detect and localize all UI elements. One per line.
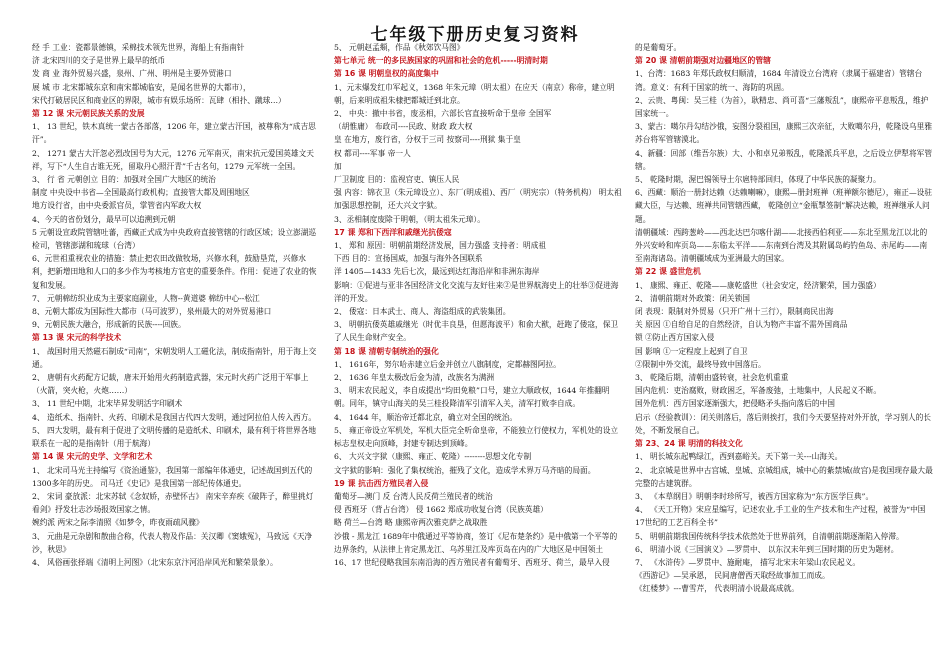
text-line: 厂卫制度 目的：监视官吏、镇压人民 xyxy=(334,175,460,185)
text-line: 济 北宋四川的交子是世界上最早的纸币 xyxy=(32,56,166,66)
text-line: 2、 宋词 豪放派：北宋苏轼《念奴娇，赤壁怀古》 南宋辛弃疾《破阵子，醉里挑灯看剑》抒发壮志沙场报效国家之情。 xyxy=(32,491,314,515)
text-line: 9、元朝民族大融合，形成新的民族----回族。 xyxy=(32,320,186,330)
lesson-18-heading: 第 18 课 清朝专制统治的强化 xyxy=(334,346,439,356)
text-line: 2、 北京城是世界中古宫城、皇城、京城组成，城中心的紫禁城(故宫)是我国现存最大最完整的古建筑群。 xyxy=(635,465,933,488)
text-line: 2、 1636 年皇太极改后金为清，改族名为满洲 xyxy=(334,373,495,383)
text-line: 4、今天的省份划分，最早可以追溯到元朝 xyxy=(32,214,176,224)
text-line: 侵 西班牙（背占台湾） 侵 1662 郑成功收复台湾（民族英雄） xyxy=(334,505,548,515)
text-line: 3、丞相制度废除于明朝，（明太祖朱元璋）。 xyxy=(334,214,485,224)
text-line: 洋 1405—1433 先后七次，最远到达红海沿岸和非洲东海岸 xyxy=(334,267,540,277)
text-line: 6、 大兴文字狱（康熙、雍正、乾隆）--------思想文化专制 xyxy=(334,452,532,462)
lesson-17-body xyxy=(334,239,622,345)
lesson-22-heading: 第 22 课 盛世危机 xyxy=(635,267,701,277)
text-line: 锁 ②防止西方国家入侵 xyxy=(635,333,715,343)
text-line: 1、 郑和 原因：明朝前期经济发展，国力强盛 支持者：明成祖 xyxy=(334,241,547,251)
text-line: 皇 在地方，废行省，分权于三司 按察司----刑狱 集于皇 xyxy=(334,135,521,145)
text-line: 地方设行省，由中央委派官员，掌管省内军政大权 xyxy=(32,201,202,211)
lesson-13-heading: 第 13 课 宋元的科学技术 xyxy=(32,333,122,343)
text-line: 4、新疆：回部（维吾尔族）大、小和卓兄弟叛乱，乾隆派兵平息，之后设立伊犁将军管辖。 xyxy=(635,148,933,171)
lesson-19-body xyxy=(334,490,622,569)
text-line: 婉约派 两宋之际李清照《如梦令，昨夜雨疏风骤》 xyxy=(32,518,204,528)
text-line: 下西 目的：宣扬国威，加强与海外各国联系 xyxy=(334,254,483,264)
column-middle xyxy=(334,41,622,665)
text-line: 4、 造纸术、指南针、火药、印刷术是我国古代四大发明，通过阿拉伯人传入西方。 xyxy=(32,412,317,422)
lesson-20-heading: 第 20 课 清朝前期强对边疆地区的管辖 xyxy=(635,56,771,66)
text-line: 闭 表现：限制对外贸易（只开广州十三行），限制商民出海 xyxy=(635,307,834,317)
text-line: 5 元朝设宣政院管辖吐蕃，西藏正式成为中央政府直接管辖的行政区域；设立澎湖巡检司，管辖澎湖和琉球（台湾） xyxy=(32,227,317,251)
text-line: 4、 风俗画张择端《清明上河图》（北宋东京汴河沿岸风光和繁荣景象）。 xyxy=(32,557,278,567)
text-line: 2、 唐朝有火药配方记载，唐末开始用火药制造武器，宋元时火药广泛用于军事上（火箭，突火枪，火炮……） xyxy=(32,373,309,396)
text-line: 国内危机：吏治腐败，财政困乏，军备废弛，土地集中，人民起义不断。 xyxy=(635,386,882,396)
lesson-12-heading: 第 12 课 宋元朝民族关系的发展 xyxy=(32,109,145,119)
text-line: 5、 元朝赵孟頫，作品《秋郊饮马图》 xyxy=(334,43,465,52)
text-line: （胡惟庸） 布政司----民政、财政 政大权 xyxy=(334,122,473,132)
text-line: 3、 11 世纪中期，北宋毕昇发明活字印刷术 xyxy=(32,399,183,409)
text-line: 强 内容：锦衣卫（朱元璋设立）、东厂(明成祖)、西厂（明宪宗）（特务机构） 明太祖加强思想控制，还大兴文字狱。 xyxy=(334,188,622,211)
text-line: 权 都司----军事 帝一人 xyxy=(334,148,411,158)
text-line: 的是葡萄牙。 xyxy=(635,43,682,52)
lesson-23-24-heading: 第 23、24 课 明清的科技文化 xyxy=(635,439,743,449)
lesson-23-24-body xyxy=(635,450,933,595)
text-line: 3、 乾隆后期，清朝由盛转衰，社会危机重重 xyxy=(635,373,789,383)
text-line: 展 城 市 北宋都城东京和南宋都城临安，是闻名世界的大都市）， xyxy=(32,82,251,92)
text-line: 1、 战国时用天然磁石制成“司南”，宋朝发明人工磁化法，制成指南针，用于海上交通。 xyxy=(32,346,317,369)
text-line: 5、 乾隆时期，渥巴锡领导土尔扈特部回归，体现了中华民族的凝聚力。 xyxy=(635,175,881,185)
text-line: 启示（经验教训）：闭关则落后，落后则挨打，我们今天要坚持对外开放，学习别人的长处，不断发展自己。 xyxy=(635,412,931,435)
text-line: 1、台湾：1683 年郑氏政权归顺清，1684 年清设立台湾府（隶属于福建省）管辖台湾。意义：有利于国家的统一、海防的巩固。 xyxy=(635,69,923,92)
lesson-16-body-c xyxy=(334,213,622,226)
text-line: 影响：①促进与亚非各国经济文化交流与友好往来②是世界航海史上的壮举③促进海洋的开发。 xyxy=(334,280,619,303)
text-line: 4、 1644 年，顺治帝迁都北京，确立对全国的统治。 xyxy=(334,412,518,422)
text-line: 葡萄牙—澳门 反 台湾人民反荷兰殖民者的统治 xyxy=(334,491,493,501)
text-line: 制度 中央设中书省—全国最高行政机构；直接管大都及周围地区 xyxy=(32,188,250,198)
lesson-14-heading: 第 14 课 宋元的史学、文学和艺术 xyxy=(32,452,153,462)
economy-block xyxy=(32,41,317,107)
lesson-20-body xyxy=(635,67,933,265)
text-line: 加 xyxy=(334,161,342,171)
text-line: 沙俄 - 黑龙江 1689年中俄通过平等协商，签订《尼布楚条约》是中俄第一个平等的边界条约，从法律上肯定黑龙江、乌苏里江及库页岛在内的广大地区是中国领土 xyxy=(334,531,618,554)
text-line: 6、西藏：顺治一册封达赖（达赖喇嘛），康熙—册封班禅（班禅额尔德尼），雍正—设驻藏大臣，与达赖、班禅共同管辖西藏， 乾隆创立“金瓶掣签制”解决达赖，班禅继承人问题。 xyxy=(635,188,933,224)
lesson-18-body xyxy=(334,358,622,477)
text-line: 3、蒙古：噶尔丹勾结沙俄，妄图分裂祖国，康熙三次亲征，大败噶尔丹，乾隆设乌里雅苏台将军管辖漠北。 xyxy=(635,122,933,145)
lesson-16-heading: 第 16 课 明朝皇权的高度集中 xyxy=(334,69,439,79)
document-title: 七年级下册历史复习资料 xyxy=(370,25,580,45)
text-line: 1、 13 世纪，铁木真统一蒙古各部落，1206 年，建立蒙古汗国，被尊称为“成吉思汗”。 xyxy=(32,122,316,145)
text-line: 宋代打破居民区和商业区的界限，城市有娱乐场所：瓦肆（相扑、蹴球…） xyxy=(32,95,286,105)
text-line: 2、云贵、粤闽：吴三桂（为首），耿精忠、尚可喜“三藩叛乱”，康熙帝平息叛乱，维护国家统一。 xyxy=(635,95,929,119)
text-line: 《西游记》—吴承恩， 民间唐僧西天取经故事加工而成。 xyxy=(635,571,830,581)
unit-7-heading: 第七单元 统一的多民族国家的巩固和社会的危机-----明清时期 xyxy=(334,56,548,66)
text-line: 7、 《水浒传》—罗贯中、施耐庵， 描写北宋末年梁山农民起义。 xyxy=(635,557,861,567)
column-right xyxy=(635,41,933,665)
text-line: 1、 康熙、雍正、乾隆——康乾盛世（社会安定，经济繁荣，国力强盛） xyxy=(635,280,881,290)
text-line: 清朝疆域：西跨葱岭——西北达巴尔喀什湖——北接西伯利亚——东北至黑龙江以北的外兴安岭和库页岛——东临太平洋——东南到台湾及其附属岛屿钓鱼岛、赤尾屿——南至南海诸岛。清朝疆域成为亚洲最大的国家。 xyxy=(635,227,928,264)
lesson-19-heading: 19 课 抗击西方殖民者入侵 xyxy=(334,478,429,488)
text-line: 3、 明末农民起义，李自成提出“均田免粮”口号，建立大顺政权，1644 年推翻明朝。同年，镇守山海关的吴三桂投降清军引清军入关，清军打败李自成。 xyxy=(334,386,610,409)
text-line: 6、 明清小说《三国演义》—罗贯中、 以东汉末年到三国时期的历史为题材。 xyxy=(635,544,899,554)
middle-intro xyxy=(334,41,622,54)
text-line: 国 影响 ①一定程度上起到了自卫 xyxy=(635,346,748,356)
text-line: 2、 清朝前期对外政策：闭关锁国 xyxy=(635,293,750,303)
text-line: 5、 明朝前期我国传统科学技术依然处于世界前列，自清朝前期逐渐陷入停滞。 xyxy=(635,531,904,541)
text-line: ②限制中外交流，最终导致中国落后。 xyxy=(635,359,766,369)
text-line: 发 商 业 海外贸易兴盛，泉州、广州、明州是主要外贸港口 xyxy=(32,69,232,79)
lesson-17-heading: 17 课 郑和下西洋和戚继光抗倭寇 xyxy=(334,227,452,237)
lesson-16-body-a xyxy=(334,81,622,107)
text-line: 8、元朝大都成为国际性大都市（马可波罗），泉州最大的对外贸易港口 xyxy=(32,307,272,317)
lesson-13-body xyxy=(32,345,317,451)
right-intro xyxy=(635,41,933,54)
text-line: 3、 元曲是元杂剧和散曲合称，代表人物及作品：关汉卿《窦娥冤》，马致远《天净沙，秋思》 xyxy=(32,531,313,554)
text-line: 1、元末爆发红巾军起义，1368 年朱元璋（明太祖）在应天（南京）称帝，建立明朝，后来明成祖朱棣把都城迁到北京。 xyxy=(334,82,615,105)
text-line: 经 手 工业：瓷都景德镇，采棉技术领先世界，海船上有指南针 xyxy=(32,43,245,52)
text-line: 2、 中央：撤中书省，废丞相，六部长官直接听命于皇帝 全国军 xyxy=(334,109,552,119)
text-line: 16、17 世纪侵略我国东南沿海的西方殖民者有葡萄牙、西班牙、荷兰，最早入侵 xyxy=(334,557,610,567)
column-left xyxy=(32,41,317,665)
lesson-12-body xyxy=(32,120,317,331)
text-line: 4、 《天工开物》宋应星编写，记述农业,手工业的生产技术和生产过程，被誉为“中国 17世纪的工艺百科全书” xyxy=(635,505,926,528)
text-line: 5、 四大发明，最有利于促进了文明传播的是造纸术、印刷术，最有利于将世界各地联系在一起的是指南针（用于航海） xyxy=(32,425,317,449)
lesson-22-body xyxy=(635,279,933,437)
lesson-14-body xyxy=(32,464,317,570)
text-line: 略 荷兰—台湾 略 康熙帝两次雅克萨之战取胜 xyxy=(334,518,488,528)
text-line: 1、 北宋司马光主持编写《资治通鉴》，我国第一部编年体通史，记述战国到五代的1300多年的历史。 司马迁《史记》是我国第一部纪传体通史。 xyxy=(32,465,313,488)
text-line: 1、 明长城东起鸭绿江，西到嘉峪关。天下第一关---山海关。 xyxy=(635,452,843,462)
text-line: 6、元世祖重视农业的措施：禁止把农田改做牧场，兴修水利，鼓励垦荒，兴修水利，把新增田地和人口的多少作为考核地方官吏的重要条件。作用：促进了农业的恢复和发展。 xyxy=(32,254,317,290)
text-line: 2、 倭寇：日本武士、商人、海盗组成的武装集团。 xyxy=(334,307,511,317)
text-line: 3、 《本草纲目》明朝李时珍所写，被西方国家称为“东方医学巨典”。 xyxy=(635,491,874,501)
text-line: 关 原因 ①自给自足的自然经济，自认为物产丰富不需外国商品 xyxy=(635,320,848,330)
text-line: 3、 明朝抗倭英雄戚继光（时优丰良垦，但愿海波平）和俞大猷，赶跑了倭寇，保卫了人民生命财产安全。 xyxy=(334,320,619,343)
text-line: 《红楼梦》---曹雪芹， 代表明清小说最高成就。 xyxy=(635,584,799,594)
text-line: 1、 1616年，努尔哈赤建立后金并创立八旗制度，定都赫图阿拉。 xyxy=(334,359,561,369)
text-line: 国外危机：西方国家逐渐强大，把侵略矛头指向落后的中国 xyxy=(635,399,835,409)
text-line: 7、 元朝棉纺织业成为主要家庭副业，人物--黄道婆 棉纺中心--松江 xyxy=(32,293,260,303)
text-line: 5、 雍正帝设立军机处，军机大臣完全听命皇帝，不能独立行使权力，军机处的设立标志皇权走向顶峰，封建专制达到顶峰。 xyxy=(334,425,619,449)
text-line: 文字狱的影响：强化了集权统治，摧残了文化，造成学术界万马齐暗的局面。 xyxy=(334,465,596,475)
lesson-16-body-b xyxy=(334,107,622,213)
text-line: 3、 行 省 元朝创立 目的：加强对全国广大地区的统治 xyxy=(32,175,216,185)
text-line: 2、 1271 蒙古大汗忽必烈改国号为大元，1276 元军南灭，南宋抗元爱国英雄文天祥，写下“人生自古谁无死，留取丹心照汗青”千古名句，1279 元军统一全国。 xyxy=(32,148,314,171)
